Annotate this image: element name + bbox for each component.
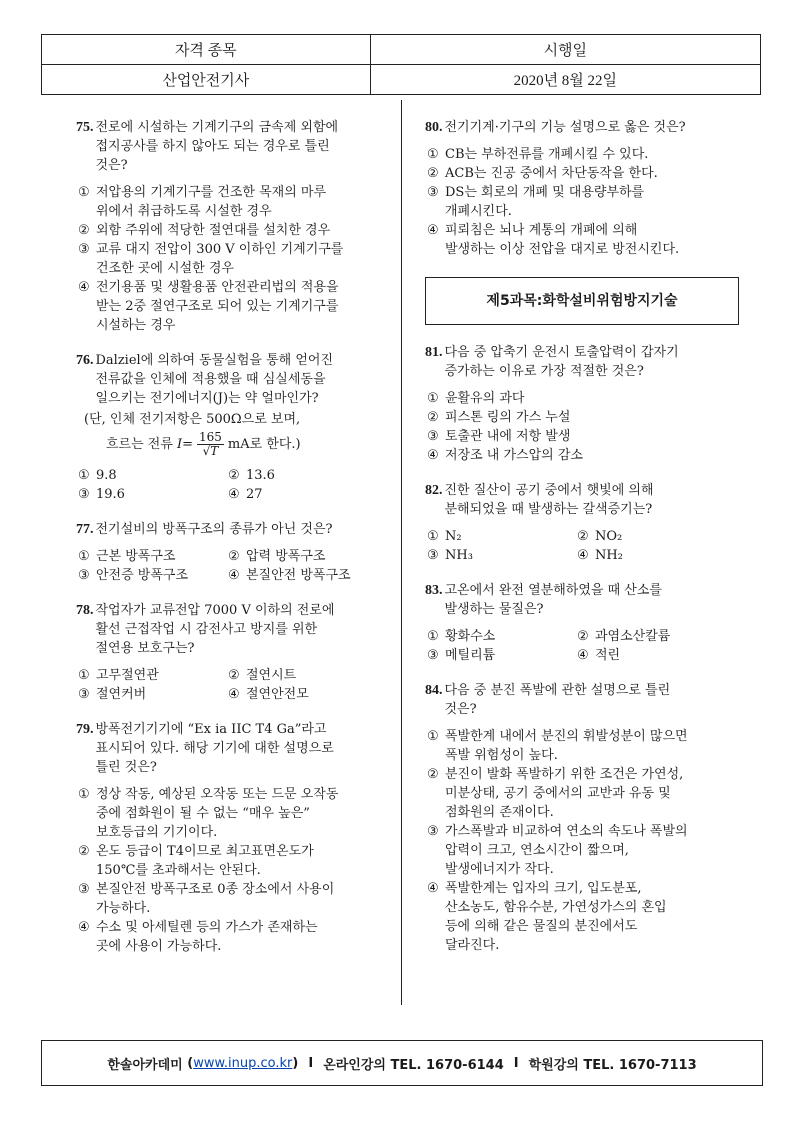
option-text-line: 토출관 내에 저항 발생 bbox=[445, 429, 571, 444]
answer-option[interactable] bbox=[577, 646, 727, 665]
question-text-line: 것은? bbox=[95, 158, 128, 173]
option-marker: ① bbox=[427, 147, 439, 162]
question-text-line: 절연용 보호구는? bbox=[95, 641, 195, 656]
answer-option[interactable] bbox=[78, 685, 228, 704]
option-text-line: 외함 주위에 적당한 절연대를 설치한 경우 bbox=[96, 223, 331, 238]
answer-option[interactable] bbox=[228, 685, 378, 704]
option-marker: ③ bbox=[78, 487, 90, 502]
answer-option[interactable] bbox=[78, 785, 386, 842]
header-col2-label: 시행일 bbox=[370, 35, 760, 65]
option-marker: ④ bbox=[427, 448, 439, 463]
question-number: 83. bbox=[425, 583, 443, 598]
question-number: 77. bbox=[76, 522, 94, 537]
question-stem bbox=[425, 681, 745, 719]
question-number: 81. bbox=[425, 345, 443, 360]
option-text: 27 bbox=[246, 487, 263, 502]
option-marker: ② bbox=[228, 549, 240, 564]
option-text bbox=[445, 183, 644, 221]
answer-options bbox=[76, 547, 386, 585]
question-number: 76. bbox=[76, 353, 94, 368]
option-marker: ② bbox=[577, 629, 589, 644]
answer-options bbox=[425, 727, 745, 955]
option-text-line: 개폐시킨다. bbox=[445, 204, 512, 219]
question-text-line: 틀린 것은? bbox=[95, 760, 157, 775]
option-text bbox=[96, 221, 330, 240]
option-marker: ② bbox=[228, 668, 240, 683]
fraction-denominator: √T bbox=[202, 444, 219, 458]
option-text-line: 피스톤 링의 가스 누설 bbox=[445, 410, 571, 425]
option-text-line: 중에 점화원이 될 수 없는 “매우 높은” bbox=[96, 806, 310, 821]
option-marker: ① bbox=[427, 391, 439, 406]
answer-options bbox=[76, 785, 386, 956]
option-text-line: DS는 회로의 개폐 및 대용량부하를 bbox=[445, 185, 645, 200]
option-marker: ① bbox=[427, 729, 439, 744]
question-text bbox=[443, 118, 686, 137]
left-column bbox=[76, 118, 386, 972]
question-stem bbox=[76, 601, 386, 658]
option-text-line: 정상 작동, 예상된 오작동 또는 드문 오작동 bbox=[96, 787, 339, 802]
answer-option[interactable] bbox=[427, 427, 745, 446]
answer-option[interactable] bbox=[427, 446, 745, 465]
option-text bbox=[96, 278, 339, 335]
option-text bbox=[445, 164, 658, 183]
option-text: 9.8 bbox=[96, 468, 117, 483]
option-marker: ② bbox=[228, 468, 240, 483]
answer-option[interactable] bbox=[427, 221, 745, 259]
question-82 bbox=[425, 481, 745, 565]
option-text-line: 폭발한계 내에서 분진의 휘발성분이 많으면 bbox=[445, 729, 688, 744]
answer-option[interactable] bbox=[228, 666, 378, 685]
answer-option[interactable] bbox=[577, 627, 727, 646]
option-text-line: 폭발한계는 입자의 크기, 입도분포, bbox=[445, 881, 642, 896]
option-marker: ① bbox=[78, 787, 90, 802]
option-text: 메틸리튬 bbox=[445, 648, 496, 663]
option-text-line: 분진이 발화 폭발하기 위한 조건은 가연성, bbox=[445, 767, 684, 782]
formula-variable: I= bbox=[176, 437, 193, 452]
option-text-line: 교류 대지 전압이 300 V 이하인 기계기구를 bbox=[96, 242, 344, 257]
header-table bbox=[41, 34, 761, 95]
section-title: 제5과목:화학설비위험방지기술 bbox=[425, 277, 739, 325]
option-text: NH₃ bbox=[445, 548, 473, 563]
option-text bbox=[445, 221, 679, 259]
formula-prefix: 흐르는 전류 bbox=[106, 437, 173, 452]
option-text-line: 전기용품 및 생활용품 안전관리법의 적용을 bbox=[96, 280, 339, 295]
question-number: 82. bbox=[425, 483, 443, 498]
option-text: 안전증 방폭구조 bbox=[96, 568, 189, 583]
question-note-formula bbox=[76, 431, 386, 458]
formula-fraction bbox=[197, 431, 224, 458]
option-marker: ③ bbox=[427, 185, 439, 200]
question-text bbox=[94, 720, 334, 777]
option-text: N₂ bbox=[445, 529, 462, 544]
question-stem bbox=[425, 118, 745, 137]
option-text bbox=[445, 822, 688, 879]
question-text bbox=[94, 118, 339, 175]
answer-option[interactable] bbox=[228, 547, 378, 566]
footer-offline-phone: 학원강의 TEL. 1670-7113 bbox=[528, 1057, 697, 1073]
option-text-line: 위에서 취급하도록 시설한 경우 bbox=[96, 204, 272, 219]
footer-academy: 한솔아카데미 bbox=[107, 1057, 183, 1073]
question-76 bbox=[76, 351, 386, 504]
option-marker: ① bbox=[78, 185, 90, 200]
option-marker: ③ bbox=[78, 242, 90, 257]
answer-option[interactable] bbox=[427, 765, 745, 822]
option-marker: ② bbox=[577, 529, 589, 544]
option-text-line: 보호등급의 기기이다. bbox=[96, 825, 218, 840]
option-marker: ④ bbox=[78, 920, 90, 935]
option-text-line: 시설하는 경우 bbox=[96, 318, 176, 333]
right-column bbox=[425, 118, 745, 971]
question-text-line: 증가하는 이유로 가장 적절한 것은? bbox=[444, 364, 644, 379]
question-text-line: 것은? bbox=[444, 702, 477, 717]
option-text-line: 미분상태, 공기 중에서의 교반과 유동 및 bbox=[445, 786, 671, 801]
option-text: 고무절연관 bbox=[96, 668, 159, 683]
option-text-line: 윤활유의 과다 bbox=[445, 391, 525, 406]
option-text-line: 피뢰침은 뇌나 계통의 개폐에 의해 bbox=[445, 223, 638, 238]
question-number: 79. bbox=[76, 722, 94, 737]
option-marker: ① bbox=[78, 468, 90, 483]
question-stem bbox=[76, 351, 386, 408]
question-text-line: 전로에 시설하는 기계기구의 금속제 외함에 bbox=[95, 120, 339, 135]
question-number: 78. bbox=[76, 603, 94, 618]
question-stem bbox=[76, 520, 386, 539]
answer-option[interactable] bbox=[577, 527, 727, 546]
option-marker: ① bbox=[78, 549, 90, 564]
question-text bbox=[443, 481, 654, 519]
question-text-line: 진한 질산이 공기 중에서 햇빛에 의해 bbox=[444, 483, 654, 498]
answer-option[interactable] bbox=[427, 164, 745, 183]
column-divider bbox=[401, 100, 402, 1005]
option-text: NO₂ bbox=[595, 529, 623, 544]
answer-option[interactable] bbox=[78, 666, 228, 685]
question-80 bbox=[425, 118, 745, 259]
answer-option[interactable] bbox=[78, 240, 386, 278]
option-marker: ③ bbox=[427, 548, 439, 563]
question-78 bbox=[76, 601, 386, 704]
answer-option[interactable] bbox=[427, 879, 745, 955]
question-text-line: 일으키는 전기에너지(J)는 약 얼마인가? bbox=[95, 391, 319, 406]
answer-options bbox=[425, 527, 745, 565]
option-text-line: 압력이 크고, 연소시간이 짧으며, bbox=[445, 843, 629, 858]
option-text: 황화수소 bbox=[445, 629, 496, 644]
answer-option[interactable] bbox=[228, 466, 378, 485]
question-stem bbox=[425, 581, 745, 619]
answer-option[interactable] bbox=[78, 880, 386, 918]
question-text-line: 다음 중 분진 폭발에 관한 설명으로 틀린 bbox=[444, 683, 671, 698]
option-marker: ④ bbox=[577, 548, 589, 563]
option-text bbox=[445, 879, 667, 955]
answer-options bbox=[76, 183, 386, 335]
option-text bbox=[445, 727, 688, 765]
formula-suffix: mA로 한다.) bbox=[227, 437, 301, 452]
option-text-line: 달라진다. bbox=[445, 938, 500, 953]
question-note: (단, 인체 전기저항은 500Ω으로 보며, bbox=[84, 412, 301, 427]
option-marker: ④ bbox=[228, 487, 240, 502]
option-text: 본질안전 방폭구조 bbox=[246, 568, 351, 583]
option-text-line: 건조한 곳에 시설한 경우 bbox=[96, 261, 234, 276]
question-84 bbox=[425, 681, 745, 955]
option-text-line: 발생하는 이상 전압을 대지로 방전시킨다. bbox=[445, 242, 680, 257]
option-text bbox=[445, 389, 524, 408]
answer-option[interactable] bbox=[427, 646, 577, 665]
option-marker: ④ bbox=[78, 280, 90, 295]
question-83 bbox=[425, 581, 745, 665]
answer-options bbox=[76, 666, 386, 704]
answer-option[interactable] bbox=[228, 485, 378, 504]
option-text-line: CB는 부하전류를 개폐시킬 수 있다. bbox=[445, 147, 649, 162]
option-text: 19.6 bbox=[96, 487, 125, 502]
option-marker: ③ bbox=[78, 568, 90, 583]
answer-options bbox=[76, 466, 386, 504]
footer-online-phone: 온라인강의 TEL. 1670-6144 bbox=[323, 1057, 504, 1073]
question-text bbox=[443, 681, 671, 719]
option-text-line: 산소농도, 함유수분, 가연성가스의 혼입 bbox=[445, 900, 667, 915]
option-text-line: 등에 의해 같은 물질의 분진에서도 bbox=[445, 919, 638, 934]
option-text bbox=[96, 880, 334, 918]
option-text bbox=[445, 145, 648, 164]
option-text-line: 가스폭발과 비교하여 연소의 속도나 폭발의 bbox=[445, 824, 688, 839]
option-text: 13.6 bbox=[246, 468, 275, 483]
option-marker: ① bbox=[427, 629, 439, 644]
option-marker: ② bbox=[427, 166, 439, 181]
option-text bbox=[96, 842, 314, 880]
question-number: 84. bbox=[425, 683, 443, 698]
option-marker: ② bbox=[427, 410, 439, 425]
option-text: 적린 bbox=[595, 648, 621, 663]
answer-option[interactable] bbox=[78, 466, 228, 485]
answer-option[interactable] bbox=[78, 842, 386, 880]
answer-option[interactable] bbox=[78, 183, 386, 221]
option-marker: ③ bbox=[78, 882, 90, 897]
question-stem bbox=[425, 481, 745, 519]
answer-option[interactable] bbox=[78, 566, 228, 585]
option-text-line: 저압용의 기계기구를 건조한 목재의 마루 bbox=[96, 185, 327, 200]
option-text bbox=[445, 427, 570, 446]
option-text bbox=[96, 183, 326, 221]
question-text-line: 전류값을 인체에 적용했을 때 심실세동을 bbox=[95, 372, 326, 387]
question-79 bbox=[76, 720, 386, 956]
answer-option[interactable] bbox=[427, 822, 745, 879]
option-text-line: 폭발 위험성이 높다. bbox=[445, 748, 558, 763]
subject-name: 산업안전기사 bbox=[42, 65, 371, 95]
question-number: 80. bbox=[425, 120, 443, 135]
question-text-line: 접지공사를 하지 않아도 되는 경우로 틀린 bbox=[95, 139, 330, 154]
option-text-line: 가능하다. bbox=[96, 901, 151, 916]
question-text-line: 다음 중 압축기 운전시 토출압력이 갑자기 bbox=[444, 345, 679, 360]
option-text: NH₂ bbox=[595, 548, 623, 563]
question-text bbox=[443, 581, 662, 619]
option-text bbox=[445, 446, 583, 465]
question-text-line: 전기기계·기구의 기능 설명으로 옳은 것은? bbox=[444, 120, 686, 135]
option-marker: ④ bbox=[427, 881, 439, 896]
option-marker: ② bbox=[78, 844, 90, 859]
answer-option[interactable] bbox=[427, 727, 745, 765]
option-text-line: 150℃를 초과해서는 안된다. bbox=[96, 863, 261, 878]
option-text-line: 받는 2중 절연구조로 되어 있는 기계기구를 bbox=[96, 299, 339, 314]
question-text-line: 방폭전기기기에 “Ex ia IIC T4 Ga”라고 bbox=[95, 722, 327, 737]
answer-option[interactable] bbox=[427, 627, 577, 646]
option-text-line: 발생에너지가 작다. bbox=[445, 862, 554, 877]
option-marker: ① bbox=[427, 529, 439, 544]
option-marker: ④ bbox=[577, 648, 589, 663]
answer-option[interactable] bbox=[427, 546, 577, 565]
answer-option[interactable] bbox=[427, 408, 745, 427]
footer-url-link[interactable]: www.inup.co.kr bbox=[193, 1055, 293, 1071]
option-marker: ③ bbox=[427, 824, 439, 839]
option-marker: ② bbox=[78, 223, 90, 238]
answer-option[interactable] bbox=[577, 546, 727, 565]
option-marker: ③ bbox=[427, 648, 439, 663]
question-text bbox=[94, 520, 333, 539]
option-text bbox=[96, 918, 318, 956]
answer-option[interactable] bbox=[78, 918, 386, 956]
answer-option[interactable] bbox=[78, 278, 386, 335]
question-77 bbox=[76, 520, 386, 585]
option-marker: ③ bbox=[78, 687, 90, 702]
answer-options bbox=[425, 145, 745, 259]
option-text: 절연커버 bbox=[96, 687, 147, 702]
question-text-line: 고온에서 완전 열분해하였을 때 산소를 bbox=[444, 583, 662, 598]
option-marker: ③ bbox=[427, 429, 439, 444]
option-text-line: 점화원의 존재이다. bbox=[445, 805, 554, 820]
question-text-line: Dalziel에 의하여 동물실험을 통해 얻어진 bbox=[95, 353, 334, 368]
option-marker: ② bbox=[427, 767, 439, 782]
footer: 한솔아카데미 ( www.inup.co.kr ) I 온라인강의 TEL. 1670-6144 I 학원강의 TEL. 1670-7113 bbox=[41, 1040, 763, 1086]
question-stem bbox=[76, 720, 386, 777]
exam-date: 2020년 8월 22일 bbox=[370, 65, 760, 95]
answer-option[interactable] bbox=[427, 145, 745, 164]
answer-option[interactable] bbox=[228, 566, 378, 585]
option-marker: ④ bbox=[228, 568, 240, 583]
option-text-line: 본질안전 방폭구조로 0종 장소에서 사용이 bbox=[96, 882, 335, 897]
answer-option[interactable] bbox=[427, 527, 577, 546]
option-text: 절연안전모 bbox=[246, 687, 309, 702]
question-text-line: 분해되었을 때 발생하는 갈색증기는? bbox=[444, 502, 653, 517]
option-text: 절연시트 bbox=[246, 668, 297, 683]
option-text-line: 저장조 내 가스압의 감소 bbox=[445, 448, 583, 463]
question-stem bbox=[425, 343, 745, 381]
question-81 bbox=[425, 343, 745, 465]
question-text bbox=[94, 351, 334, 408]
answer-option[interactable] bbox=[427, 389, 745, 408]
option-text-line: 곳에 사용이 가능하다. bbox=[96, 939, 222, 954]
option-text-line: ACB는 진공 중에서 차단동작을 한다. bbox=[445, 166, 658, 181]
option-text-line: 온도 등급이 T4이므로 최고표면온도가 bbox=[96, 844, 314, 859]
question-text-line: 활선 근접작업 시 감전사고 방지를 위한 bbox=[95, 622, 318, 637]
footer-separator: I bbox=[513, 1055, 519, 1071]
option-text bbox=[96, 240, 343, 278]
fraction-numerator: 165 bbox=[198, 430, 222, 444]
option-text: 과염소산칼륨 bbox=[595, 629, 671, 644]
answer-option[interactable] bbox=[78, 221, 386, 240]
question-75 bbox=[76, 118, 386, 335]
option-text: 압력 방폭구조 bbox=[246, 549, 326, 564]
question-text-line: 발생하는 물질은? bbox=[444, 602, 544, 617]
answer-options bbox=[425, 627, 745, 665]
question-text-line: 작업자가 교류전압 7000 V 이하의 전로에 bbox=[95, 603, 335, 618]
option-text bbox=[445, 765, 683, 822]
option-text-line: 수소 및 아세틸렌 등의 가스가 존재하는 bbox=[96, 920, 318, 935]
option-text: 근본 방폭구조 bbox=[96, 549, 176, 564]
option-marker: ④ bbox=[228, 687, 240, 702]
option-text bbox=[96, 785, 338, 842]
option-text bbox=[445, 408, 570, 427]
answer-options bbox=[425, 389, 745, 465]
footer-separator: I bbox=[308, 1055, 314, 1071]
question-text-line: 표시되어 있다. 해당 기기에 대한 설명으로 bbox=[95, 741, 334, 756]
option-marker: ① bbox=[78, 668, 90, 683]
question-text bbox=[443, 343, 679, 381]
header-col1-label: 자격 종목 bbox=[42, 35, 371, 65]
option-marker: ④ bbox=[427, 223, 439, 238]
question-number: 75. bbox=[76, 120, 94, 135]
question-text-line: 전기설비의 방폭구조의 종류가 아닌 것은? bbox=[95, 522, 333, 537]
answer-option[interactable] bbox=[78, 485, 228, 504]
answer-option[interactable] bbox=[78, 547, 228, 566]
answer-option[interactable] bbox=[427, 183, 745, 221]
question-stem bbox=[76, 118, 386, 175]
current-formula bbox=[106, 431, 301, 458]
question-text bbox=[94, 601, 335, 658]
